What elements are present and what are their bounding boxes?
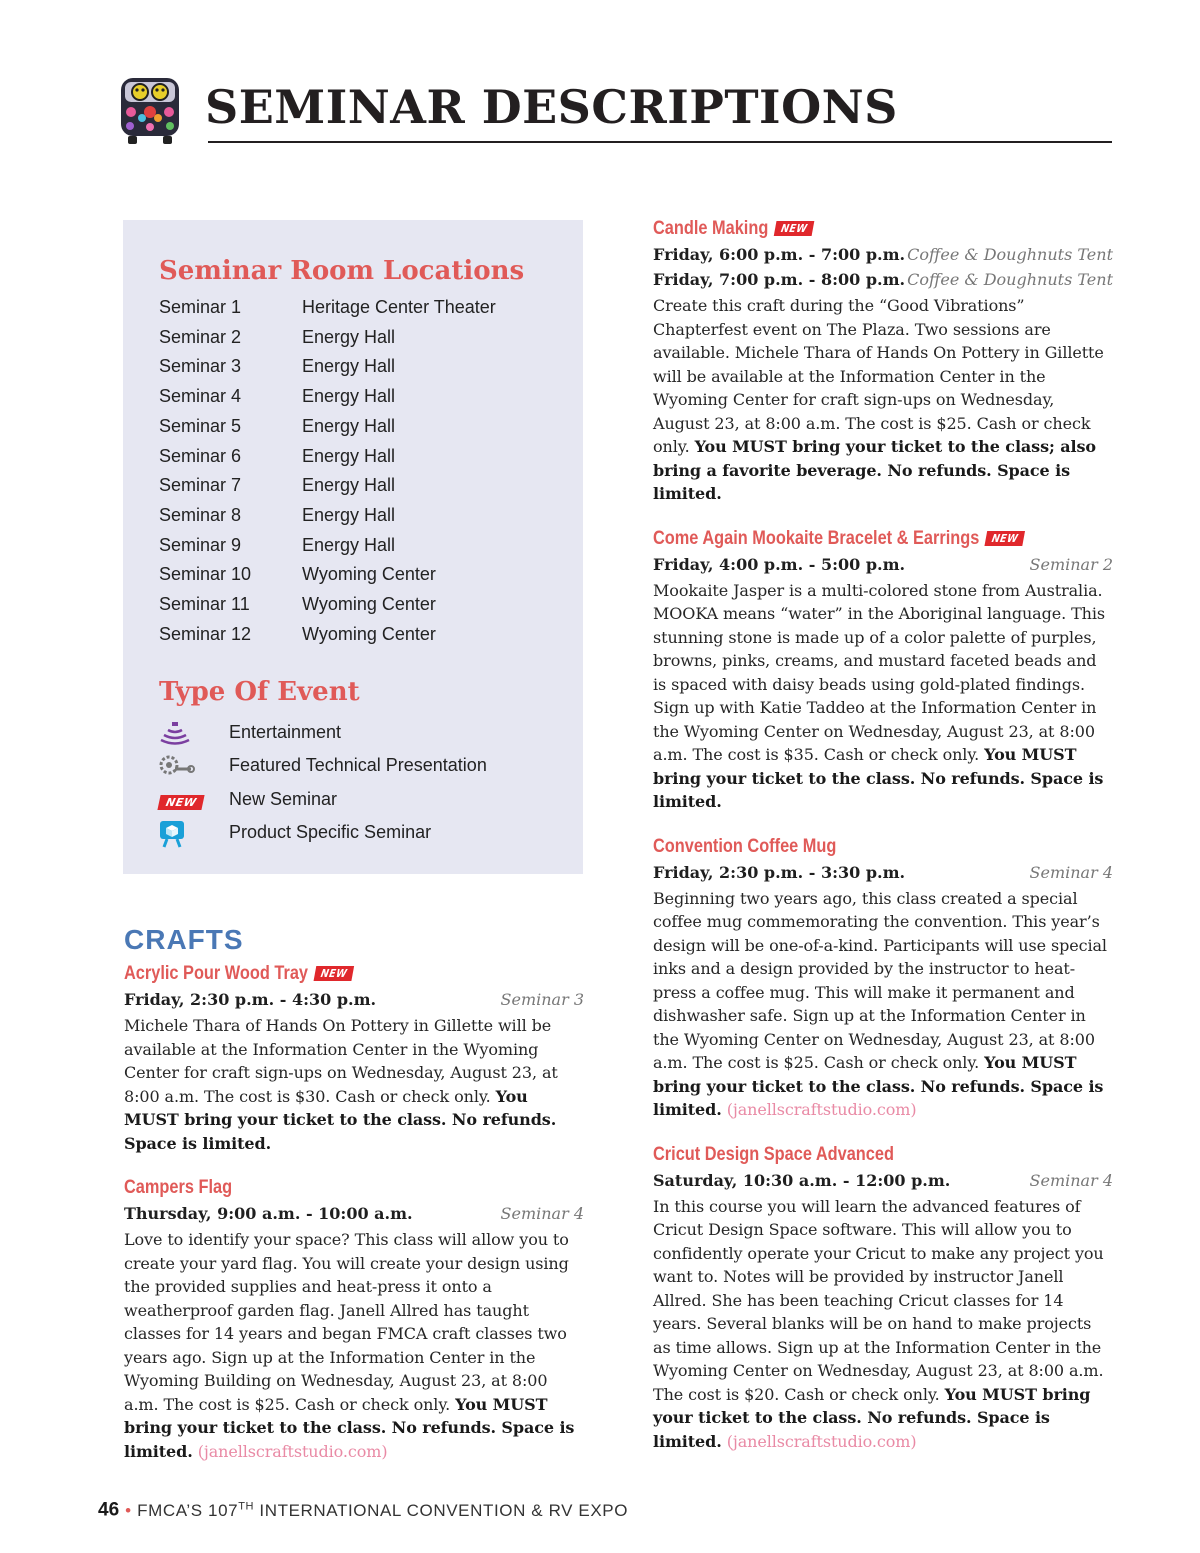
seminar-entry	[653, 1142, 1113, 1454]
seminar-description: Create this craft during the “Good Vibrations” Chapterfest event on The Plaza. Two sessions are available. Michele Thara of Hands On Pottery in Gillette will be available at the Information Center in the Wyoming Center for craft sign-ups on Wednesday, August 23, at 8:00 a.m. The cost is $25. Cash or check only. You MUST bring your ticket to the class; also bring a favorite beverage. No refunds. Space is limited.	[653, 296, 1104, 503]
room-name: Energy Hall	[302, 504, 396, 525]
seminar-number: Seminar 6	[159, 445, 242, 466]
seminar-location: Coffee & Doughnuts Tent	[907, 270, 1113, 289]
website-link[interactable]: (janellscraftstudio.com)	[726, 1100, 917, 1119]
seminar-description: Michele Thara of Hands On Pottery in Gillette will be available at the Information Center in the Wyoming Center for craft sign-ups on Wednesday, August 23, at 8:00 a.m. The cost is $30. Cash or check only. You MUST bring your ticket to the class. No refunds. Space is limited.	[124, 1016, 558, 1153]
product-specific-icon	[159, 820, 203, 846]
seminar-time: Friday, 2:30 p.m. - 4:30 p.m.	[124, 990, 377, 1009]
location-row	[159, 504, 396, 526]
seminar-description: Love to identify your space? This class will allow you to create your yard flag. You will create your design using the provided supplies and heat-press it onto a weatherproof garden flag. Janell Allred has taught classes for 14 years and began FMCA craft classes two years ago. Sign up at the Information Center in the Wyoming Building on Wednesday, August 23, at 8:00 a.m. The cost is $25. Cash or check only. You MUST bring your ticket to the class. No refunds. Space is limited. (janellscraftstudio.com)	[124, 1230, 575, 1461]
seminar-number: Seminar 8	[159, 504, 242, 525]
locations-heading: Seminar Room Locations	[159, 256, 525, 286]
seminar-title: Convention Coffee Mug	[653, 835, 837, 857]
new-badge-icon: NEW	[159, 790, 203, 816]
crafts-heading: CRAFTS	[124, 924, 244, 955]
seminar-location: Seminar 3	[500, 990, 584, 1009]
seminar-title: Acrylic Pour Wood Tray NEW	[124, 961, 520, 987]
seminar-time: Saturday, 10:30 a.m. - 12:00 p.m.	[653, 1170, 951, 1190]
seminar-schedule	[653, 552, 1113, 577]
footer-bullet: •	[125, 1500, 132, 1520]
location-row	[159, 593, 436, 615]
room-name: Heritage Center Theater	[302, 297, 496, 317]
room-name: Energy Hall	[302, 445, 396, 466]
room-name: Wyoming Center	[302, 564, 436, 585]
page-title: SEMINAR DESCRIPTIONS	[205, 80, 898, 134]
seminar-description: Mookaite Jasper is a multi-colored stone from Australia. MOOKA means “water” in the Aboriginal language. This stunning stone is made up of a color palette of purples, browns, pinks, creams, and mustard faceted beads and is spaced with daisy beads using gold-plated findings. Sign up with Katie Taddeo at the Information Center in the Wyoming Center on Wednesday, August 23, at 8:00 a.m. The cost is $35. Cash or check only. You MUST bring your ticket to the class. No refunds. Space is limited.	[653, 580, 1106, 811]
title-divider	[208, 141, 1112, 143]
technical-presentation-icon	[159, 753, 203, 779]
room-name: Energy Hall	[302, 475, 396, 496]
location-row	[159, 474, 396, 496]
seminar-schedule	[124, 1201, 584, 1226]
seminar-schedule	[653, 860, 1113, 885]
location-row	[159, 534, 396, 556]
location-row	[159, 445, 396, 467]
new-badge: NEW	[314, 966, 355, 981]
right-column	[653, 216, 1113, 1473]
room-name: Wyoming Center	[302, 594, 436, 614]
room-name: Energy Hall	[302, 386, 396, 407]
seminar-entry	[653, 526, 1113, 814]
seminar-time: Friday, 2:30 p.m. - 3:30 p.m.	[653, 862, 906, 882]
room-name: Wyoming Center	[302, 623, 436, 644]
seminar-schedule	[653, 242, 1113, 267]
location-row	[159, 623, 436, 645]
location-row	[159, 355, 396, 377]
seminar-time: Thursday, 9:00 a.m. - 10:00 a.m.	[124, 1204, 413, 1223]
seminar-entry	[124, 1175, 584, 1463]
seminar-time: Friday, 6:00 p.m. - 7:00 p.m.	[653, 245, 906, 264]
page-number: 46	[98, 1499, 120, 1521]
seminar-entry	[124, 961, 584, 1155]
room-name: Energy Hall	[302, 415, 396, 436]
seminar-title: Candle Making NEW	[653, 216, 1049, 242]
seminar-title: Campers Flag	[124, 1177, 233, 1198]
page-footer	[98, 1495, 628, 1522]
bus-logo-icon	[118, 74, 182, 148]
event-type-label: Entertainment	[229, 722, 342, 742]
event-type-label: New Seminar	[229, 789, 338, 809]
seminar-location: Seminar 4	[500, 1204, 584, 1223]
event-type-heading: Type Of Event	[159, 677, 360, 707]
publication-name: FMCA’S 107TH INTERNATIONAL CONVENTION & RV EXPO	[137, 1500, 629, 1520]
seminar-location: Seminar 4	[1029, 862, 1113, 882]
location-row	[159, 326, 396, 348]
seminar-description: In this course you will learn the advanced features of Cricut Design Space software. This will allow you to confidently operate your Cricut to make any project you want to. Notes will be provided by instructor Janell Allred. She has been teaching Cricut classes for 14 years. Several blanks will be on hand to make projects as time allows. Sign up at the Information Center in the Wyoming Center on Wednesday, August 23, at 8:00 a.m. The cost is $20. Cash or check only. You MUST bring your ticket to the class. No refunds. Space is limited. (janellscraftstudio.com)	[653, 1196, 1104, 1451]
seminar-title: Cricut Design Space Advanced	[653, 1143, 894, 1165]
seminar-description: Beginning two years ago, this class created a special coffee mug commemorating the convention. This year’s design will be one-of-a-kind. Participants will use special inks and a design provided by the instructor to heat-press a coffee mug. This will make it permanent and dishwasher safe. Sign up at the Information Center in the Wyoming Center on Wednesday, August 23, at 8:00 a.m. The cost is $25. Cash or check only. You MUST bring your ticket to the class. No refunds. Space is limited. (janellscraftstudio.com)	[653, 888, 1107, 1119]
new-badge: NEW	[985, 531, 1026, 546]
location-row	[159, 385, 396, 407]
seminar-number: Seminar 1	[159, 297, 242, 317]
seminar-number: Seminar 9	[159, 534, 242, 555]
seminar-number: Seminar 11	[159, 594, 250, 614]
seminar-entry	[653, 834, 1113, 1122]
seminar-time: Friday, 7:00 p.m. - 8:00 p.m.	[653, 270, 906, 289]
room-name: Energy Hall	[302, 356, 396, 377]
location-row	[159, 296, 496, 318]
seminar-time: Friday, 4:00 p.m. - 5:00 p.m.	[653, 554, 906, 574]
seminar-schedule	[653, 267, 1113, 292]
seminar-number: Seminar 10	[159, 564, 252, 585]
seminar-location: Coffee & Doughnuts Tent	[907, 245, 1113, 264]
room-name: Energy Hall	[302, 534, 396, 555]
seminar-number: Seminar 4	[159, 386, 242, 407]
location-row	[159, 415, 396, 437]
seminar-schedule	[653, 1168, 1113, 1193]
seminar-location: Seminar 2	[1029, 554, 1113, 574]
event-type-label: Product Specific Seminar	[229, 822, 432, 842]
new-badge: NEW	[774, 221, 815, 236]
left-column	[124, 920, 584, 1483]
website-link[interactable]: (janellscraftstudio.com)	[726, 1431, 917, 1451]
seminar-number: Seminar 7	[159, 475, 242, 496]
entertainment-icon	[159, 720, 203, 746]
event-type-label: Featured Technical Presentation	[229, 755, 487, 775]
seminar-number: Seminar 5	[159, 415, 242, 436]
seminar-number: Seminar 2	[159, 326, 242, 347]
seminar-entry	[653, 216, 1113, 506]
seminar-location: Seminar 4	[1029, 1170, 1113, 1190]
website-link[interactable]: (janellscraftstudio.com)	[197, 1441, 388, 1461]
seminar-number: Seminar 12	[159, 623, 252, 644]
room-name: Energy Hall	[302, 326, 396, 347]
location-row	[159, 563, 436, 585]
seminar-number: Seminar 3	[159, 356, 242, 377]
seminar-schedule	[124, 987, 584, 1012]
seminar-title: Come Again Mookaite Bracelet & Earrings NEW	[653, 526, 1049, 552]
